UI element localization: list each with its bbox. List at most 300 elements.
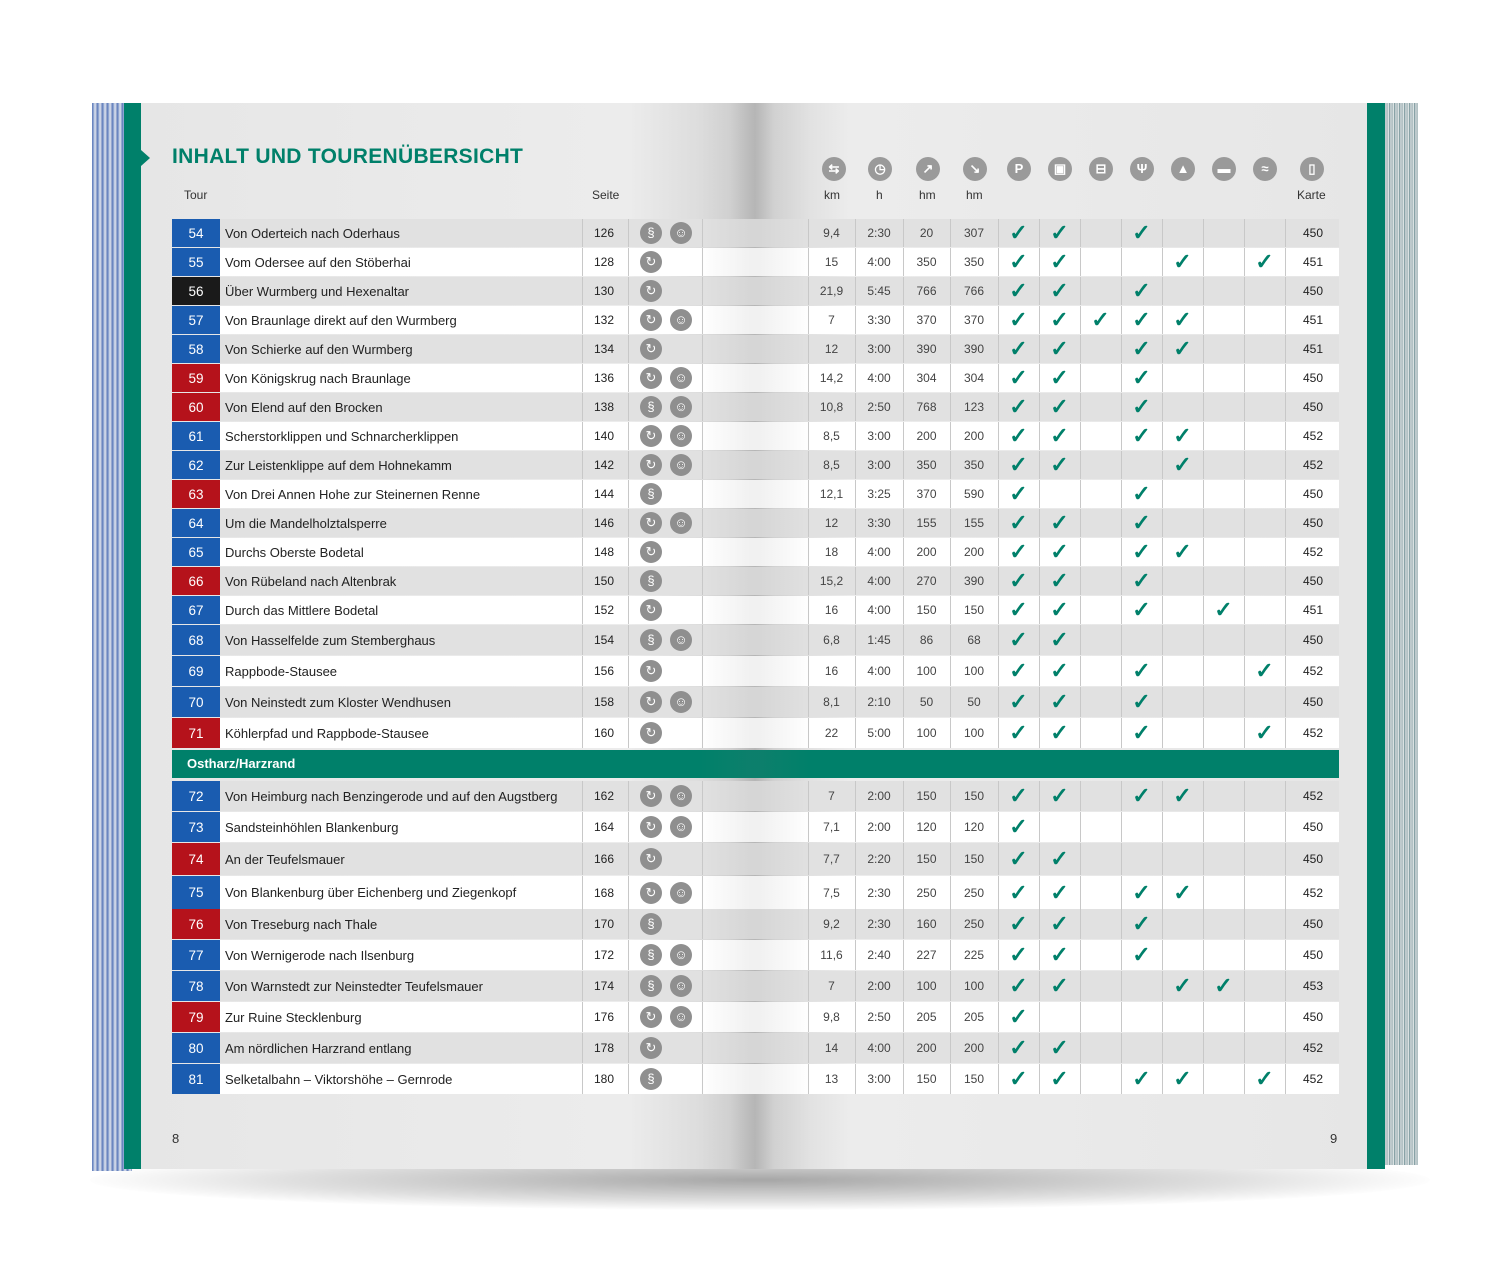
linear-tour-icon: § [640, 629, 662, 651]
tour-map: 451 [1302, 342, 1324, 356]
tour-hm-ascent: 86 [919, 633, 934, 647]
checkmark-icon: ✓ [1132, 1066, 1151, 1091]
tour-km: 7,5 [823, 885, 840, 900]
tour-map: 450 [1302, 400, 1324, 414]
tour-number: 59 [172, 364, 220, 392]
tour-page: 176 [593, 1010, 615, 1024]
tour-hours: 2:30 [867, 885, 891, 900]
tour-hm-descent: 350 [963, 255, 985, 269]
tour-map: 450 [1302, 852, 1324, 866]
checkmark-icon: ✓ [1050, 365, 1069, 390]
checkmark-icon: ✓ [1009, 510, 1028, 535]
checkmark-icon: ✓ [1132, 220, 1151, 245]
tour-hm-ascent: 250 [916, 885, 937, 900]
checkmark-icon: ✓ [1050, 597, 1069, 622]
loop-tour-icon: ↻ [640, 512, 662, 534]
title-arrow-icon [141, 150, 150, 166]
kid-friendly-icon: ☺ [670, 425, 692, 447]
checkmark-icon: ✓ [1050, 249, 1069, 274]
tour-hours: 2:30 [867, 226, 891, 240]
tour-hm-descent: 68 [967, 633, 981, 647]
tour-hours: 2:10 [867, 695, 891, 709]
tour-name: Von Drei Annen Hohe zur Steinernen Renne [225, 486, 481, 502]
checkmark-icon: ✓ [1132, 568, 1151, 593]
linear-tour-icon: § [640, 570, 662, 592]
loop-tour-icon: ↻ [640, 785, 662, 807]
loop-tour-icon: ↻ [640, 367, 662, 389]
tour-page: 132 [593, 313, 615, 327]
linear-tour-icon: § [640, 396, 662, 418]
checkmark-icon: ✓ [1050, 911, 1069, 936]
kid-friendly-icon: ☺ [670, 367, 692, 389]
tour-km: 7 [828, 313, 835, 327]
tour-name: Scherstorklippen und Schnarcherklippen [225, 428, 459, 444]
checkmark-icon: ✓ [1050, 942, 1069, 967]
header-tour: Tour [184, 188, 208, 202]
checkmark-icon: ✓ [1173, 336, 1192, 361]
kid-friendly-icon: ☺ [670, 975, 692, 997]
tour-page: 156 [593, 664, 615, 678]
tour-hm-ascent: 205 [916, 1010, 937, 1024]
tour-km: 15 [824, 255, 839, 269]
tour-hours: 3:00 [867, 1072, 891, 1086]
table-row [172, 219, 1339, 247]
header-karte: Karte [1297, 188, 1326, 202]
tour-page: 146 [593, 516, 615, 530]
checkmark-icon: ✓ [1050, 689, 1069, 714]
checkmark-icon: ✓ [1009, 658, 1028, 683]
tour-hm-descent: 100 [963, 664, 985, 678]
tour-hours: 3:30 [867, 313, 891, 327]
tour-page: 142 [593, 458, 615, 472]
table-row [172, 1033, 1339, 1063]
tour-map: 450 [1302, 487, 1324, 501]
tour-page: 168 [593, 885, 615, 900]
tour-km: 15,2 [819, 574, 844, 588]
tour-map: 450 [1302, 371, 1324, 385]
signpost-icon: ⇆ [822, 157, 846, 181]
tour-hm-ascent: 227 [916, 948, 937, 962]
tour-number: 69 [172, 656, 220, 686]
tour-hm-ascent: 766 [916, 284, 937, 298]
checkmark-icon: ✓ [1214, 973, 1233, 998]
tour-hours: 2:00 [867, 820, 891, 834]
checkmark-icon: ✓ [1009, 720, 1028, 745]
tour-map: 452 [1302, 726, 1324, 740]
tour-hm-ascent: 50 [919, 695, 934, 709]
tour-hm-descent: 100 [963, 726, 985, 740]
tour-name: Von Oderteich nach Oderhaus [225, 225, 400, 241]
tour-hm-descent: 150 [963, 1072, 985, 1086]
tour-km: 8,5 [823, 458, 840, 472]
checkmark-icon: ✓ [1009, 568, 1028, 593]
tour-hm-ascent: 150 [916, 603, 937, 617]
tour-hm-descent: 120 [963, 820, 985, 834]
checkmark-icon: ✓ [1050, 336, 1069, 361]
checkmark-icon: ✓ [1009, 814, 1028, 839]
table-row [172, 306, 1339, 334]
checkmark-icon: ✓ [1050, 394, 1069, 419]
section-bar [172, 750, 1339, 778]
checkmark-icon: ✓ [1050, 307, 1069, 332]
table-row [172, 718, 1339, 748]
tour-hm-ascent: 200 [916, 545, 937, 559]
checkmark-icon: ✓ [1050, 510, 1069, 535]
checkmark-icon: ✓ [1173, 423, 1192, 448]
kid-friendly-icon: ☺ [670, 454, 692, 476]
tour-map: 451 [1302, 603, 1324, 617]
tour-hm-descent: 150 [963, 852, 985, 866]
tour-map: 450 [1302, 226, 1324, 240]
tour-hm-ascent: 150 [916, 852, 937, 866]
loop-tour-icon: ↻ [640, 338, 662, 360]
checkmark-icon: ✓ [1132, 336, 1151, 361]
tour-hm-ascent: 768 [916, 400, 937, 414]
linear-tour-icon: § [640, 913, 662, 935]
page-number-left: 8 [172, 1131, 180, 1146]
kid-friendly-icon: ☺ [670, 816, 692, 838]
tour-hours: 4:00 [867, 603, 891, 617]
tour-hm-descent: 766 [963, 284, 985, 298]
checkmark-icon: ✓ [1132, 720, 1151, 745]
tour-hm-ascent: 370 [916, 487, 937, 501]
tour-km: 9,4 [823, 226, 840, 240]
swimming-icon: ≈ [1253, 157, 1277, 181]
tour-hours: 4:00 [867, 574, 891, 588]
page-title: INHALT UND TOURENÜBERSICHT [172, 145, 524, 168]
table-row [172, 596, 1339, 624]
tour-number: 60 [172, 393, 220, 421]
loop-tour-icon: ↻ [640, 425, 662, 447]
tour-page: 138 [593, 400, 615, 414]
tour-name: Durch das Mittlere Bodetal [225, 602, 379, 618]
tour-hours: 2:50 [867, 400, 891, 414]
tour-hm-descent: 390 [963, 574, 985, 588]
loop-tour-icon: ↻ [640, 1006, 662, 1028]
tour-page: 170 [593, 917, 615, 931]
checkmark-icon: ✓ [1173, 452, 1192, 477]
tour-page: 160 [593, 726, 615, 740]
table-row [172, 538, 1339, 566]
kid-friendly-icon: ☺ [670, 309, 692, 331]
tour-page: 148 [593, 545, 615, 559]
tour-name: Von Rübeland nach Altenbrak [225, 573, 397, 589]
linear-tour-icon: § [640, 222, 662, 244]
tour-page: 180 [593, 1072, 615, 1086]
tour-name: Köhlerpfad und Rappbode-Stausee [225, 725, 429, 741]
checkmark-icon: ✓ [1009, 973, 1028, 998]
checkmark-icon: ✓ [1009, 539, 1028, 564]
tour-name: Um die Mandelholztalsperre [225, 515, 387, 531]
tour-page: 162 [593, 789, 615, 803]
tour-hm-ascent: 350 [916, 255, 937, 269]
checkmark-icon: ✓ [1009, 481, 1028, 506]
kid-friendly-icon: ☺ [670, 396, 692, 418]
tour-number: 76 [172, 909, 220, 939]
checkmark-icon: ✓ [1009, 1035, 1028, 1060]
tour-hours: 3:30 [867, 516, 891, 530]
checkmark-icon: ✓ [1214, 597, 1233, 622]
loop-tour-icon: ↻ [640, 882, 662, 904]
tour-name: Zur Ruine Stecklenburg [225, 1009, 362, 1025]
checkmark-icon: ✓ [1050, 220, 1069, 245]
checkmark-icon: ✓ [1009, 879, 1028, 905]
tour-hm-descent: 307 [963, 226, 985, 240]
tour-page: 174 [593, 979, 615, 993]
tour-page: 150 [593, 574, 615, 588]
checkmark-icon: ✓ [1173, 307, 1192, 332]
tour-name: Über Wurmberg und Hexenaltar [225, 283, 410, 299]
tour-number: 66 [172, 567, 220, 595]
checkmark-icon: ✓ [1173, 1066, 1192, 1091]
tour-hm-ascent: 390 [916, 342, 937, 356]
tour-map: 450 [1302, 633, 1324, 647]
table-row [172, 335, 1339, 363]
loop-tour-icon: ↻ [640, 454, 662, 476]
tour-map: 452 [1302, 429, 1324, 443]
tour-hm-ascent: 100 [916, 726, 937, 740]
bus-icon: ▣ [1048, 157, 1072, 181]
table-row [172, 1064, 1339, 1094]
checkmark-icon: ✓ [1173, 249, 1192, 274]
checkmark-icon: ✓ [1009, 278, 1028, 303]
tour-hm-ascent: 150 [916, 789, 937, 803]
tour-hours: 3:25 [867, 487, 891, 501]
left-teal-strip [124, 103, 141, 1169]
kid-friendly-icon: ☺ [670, 1006, 692, 1028]
tour-hm-descent: 100 [963, 979, 985, 993]
loop-tour-icon: ↻ [640, 722, 662, 744]
tour-map: 450 [1302, 516, 1324, 530]
tour-name: Von Braunlage direkt auf den Wurmberg [225, 312, 457, 328]
tour-map: 452 [1302, 789, 1324, 803]
checkmark-icon: ✓ [1009, 846, 1028, 871]
tour-map: 450 [1302, 574, 1324, 588]
tour-name: Von Heimburg nach Benzingerode und auf den Augstberg [225, 788, 558, 804]
checkmark-icon: ✓ [1050, 1035, 1069, 1060]
tour-number: 81 [172, 1064, 220, 1094]
tour-hm-descent: 50 [967, 695, 981, 709]
tour-km: 7,1 [823, 820, 840, 834]
tour-hm-ascent: 200 [916, 1041, 937, 1055]
tour-hm-descent: 205 [963, 1010, 985, 1024]
tour-number: 65 [172, 538, 220, 566]
tour-km: 8,5 [823, 429, 840, 443]
checkmark-icon: ✓ [1050, 627, 1069, 652]
kid-friendly-icon: ☺ [670, 944, 692, 966]
checkmark-icon: ✓ [1050, 568, 1069, 593]
clock-icon: ◷ [868, 157, 892, 181]
tour-name: Von Treseburg nach Thale [225, 916, 378, 932]
checkmark-icon: ✓ [1132, 911, 1151, 936]
tour-number: 61 [172, 422, 220, 450]
linear-tour-icon: § [640, 975, 662, 997]
tour-hours: 4:00 [867, 371, 891, 385]
header-h: h [876, 188, 883, 202]
tour-number: 62 [172, 451, 220, 479]
parking-icon: P [1007, 157, 1031, 181]
tour-hm-descent: 200 [963, 1041, 985, 1055]
checkmark-icon: ✓ [1009, 336, 1028, 361]
table-row [172, 277, 1339, 305]
table-row [172, 480, 1339, 508]
tour-page: 134 [593, 342, 615, 356]
loop-tour-icon: ↻ [640, 691, 662, 713]
loop-tour-icon: ↻ [640, 599, 662, 621]
tour-number: 75 [172, 876, 220, 909]
tour-hours: 4:00 [867, 664, 891, 678]
checkmark-icon: ✓ [1255, 720, 1274, 745]
checkmark-icon: ✓ [1050, 720, 1069, 745]
tour-km: 18 [824, 545, 839, 559]
loop-tour-icon: ↻ [640, 1037, 662, 1059]
tour-hm-ascent: 100 [916, 664, 937, 678]
page-number-right: 9 [1330, 1131, 1338, 1146]
checkmark-icon: ✓ [1009, 1004, 1028, 1029]
tour-km: 8,1 [823, 695, 840, 709]
tour-page: 140 [593, 429, 615, 443]
checkmark-icon: ✓ [1132, 539, 1151, 564]
tour-page: 136 [593, 371, 615, 385]
checkmark-icon: ✓ [1132, 658, 1151, 683]
tour-map: 451 [1302, 313, 1324, 327]
tour-page: 178 [593, 1041, 615, 1055]
tour-hm-descent: 304 [963, 371, 985, 385]
tour-name: Am nördlichen Harzrand entlang [225, 1040, 412, 1056]
checkmark-icon: ✓ [1009, 249, 1028, 274]
tour-map: 450 [1302, 820, 1324, 834]
restaurant-icon: Ψ [1130, 157, 1154, 181]
checkmark-icon: ✓ [1050, 658, 1069, 683]
ascent-icon: ↗ [916, 157, 940, 181]
table-row [172, 971, 1339, 1001]
loop-tour-icon: ↻ [640, 816, 662, 838]
kid-friendly-icon: ☺ [670, 512, 692, 534]
tour-hours: 4:00 [867, 545, 891, 559]
tour-km: 12 [824, 342, 839, 356]
checkmark-icon: ✓ [1009, 627, 1028, 652]
tour-hours: 2:40 [867, 948, 891, 962]
header-hm-descent: hm [966, 188, 983, 202]
tour-hm-descent: 370 [963, 313, 985, 327]
tour-hours: 4:00 [867, 255, 891, 269]
tour-page: 126 [593, 226, 615, 240]
descent-icon: ↘ [963, 157, 987, 181]
page-edges-right [1384, 103, 1418, 1165]
checkmark-icon: ✓ [1009, 911, 1028, 936]
tour-number: 73 [172, 812, 220, 842]
tour-hm-descent: 155 [963, 516, 985, 530]
checkmark-icon: ✓ [1173, 539, 1192, 564]
checkmark-icon: ✓ [1050, 452, 1069, 477]
tour-name: An der Teufelsmauer [225, 851, 345, 867]
tour-number: 77 [172, 940, 220, 970]
checkmark-icon: ✓ [1255, 249, 1274, 274]
tour-hm-ascent: 155 [916, 516, 937, 530]
tour-number: 54 [172, 219, 220, 247]
checkmark-icon: ✓ [1050, 846, 1069, 871]
tour-number: 80 [172, 1033, 220, 1063]
tour-name: Vom Odersee auf den Stöberhai [225, 254, 411, 270]
tour-hm-descent: 590 [963, 487, 985, 501]
tour-km: 6,8 [823, 633, 840, 647]
tour-km: 7 [828, 979, 835, 993]
checkmark-icon: ✓ [1009, 689, 1028, 714]
loop-tour-icon: ↻ [640, 541, 662, 563]
table-row [172, 1002, 1339, 1032]
checkmark-icon: ✓ [1132, 423, 1151, 448]
table-row [172, 940, 1339, 970]
checkmark-icon: ✓ [1050, 278, 1069, 303]
tour-hm-ascent: 100 [916, 979, 937, 993]
checkmark-icon: ✓ [1132, 942, 1151, 967]
tour-name: Von Schierke auf den Wurmberg [225, 341, 413, 357]
tour-km: 14 [824, 1041, 839, 1055]
checkmark-icon: ✓ [1255, 658, 1274, 683]
tour-km: 14,2 [819, 371, 844, 385]
tour-hours: 3:00 [867, 342, 891, 356]
bed-icon: ▬ [1212, 157, 1236, 181]
tour-hours: 3:00 [867, 429, 891, 443]
tour-number: 55 [172, 248, 220, 276]
table-row [172, 876, 1339, 909]
loop-tour-icon: ↻ [640, 251, 662, 273]
checkmark-icon: ✓ [1009, 394, 1028, 419]
tour-name: Von Königskrug nach Braunlage [225, 370, 411, 386]
tour-hm-ascent: 150 [916, 1072, 937, 1086]
tour-hours: 5:45 [867, 284, 891, 298]
tour-number: 63 [172, 480, 220, 508]
checkmark-icon: ✓ [1132, 394, 1151, 419]
checkmark-icon: ✓ [1173, 973, 1192, 998]
checkmark-icon: ✓ [1050, 973, 1069, 998]
tour-hours: 2:00 [867, 789, 891, 803]
tour-km: 16 [824, 603, 839, 617]
map-icon: ▯ [1300, 157, 1324, 181]
tour-page: 172 [593, 948, 615, 962]
table-row [172, 687, 1339, 717]
checkmark-icon: ✓ [1132, 278, 1151, 303]
section-label: Ostharz/Harzrand [187, 756, 296, 771]
tour-map: 450 [1302, 1010, 1324, 1024]
table-row [172, 248, 1339, 276]
checkmark-icon: ✓ [1255, 1066, 1274, 1091]
tour-km: 21,9 [819, 284, 844, 298]
tour-number: 71 [172, 718, 220, 748]
tour-number: 74 [172, 843, 220, 875]
tour-page: 158 [593, 695, 615, 709]
checkmark-icon: ✓ [1050, 423, 1069, 448]
tour-km: 9,2 [823, 917, 840, 931]
tour-hours: 4:00 [867, 1041, 891, 1055]
tour-hours: 3:00 [867, 458, 891, 472]
checkmark-icon: ✓ [1132, 510, 1151, 535]
kid-friendly-icon: ☺ [670, 222, 692, 244]
checkmark-icon: ✓ [1132, 597, 1151, 622]
tour-number: 78 [172, 971, 220, 1001]
tour-page: 154 [593, 633, 615, 647]
header-hm-ascent: hm [919, 188, 936, 202]
tour-hm-descent: 150 [963, 789, 985, 803]
hut-icon: ▲ [1171, 157, 1195, 181]
tour-page: 164 [593, 820, 615, 834]
tour-hours: 2:30 [867, 917, 891, 931]
checkmark-icon: ✓ [1009, 423, 1028, 448]
tour-name: Rappbode-Stausee [225, 663, 338, 679]
tour-map: 452 [1302, 885, 1324, 900]
table-row [172, 509, 1339, 537]
tour-name: Von Wernigerode nach Ilsenburg [225, 947, 415, 963]
